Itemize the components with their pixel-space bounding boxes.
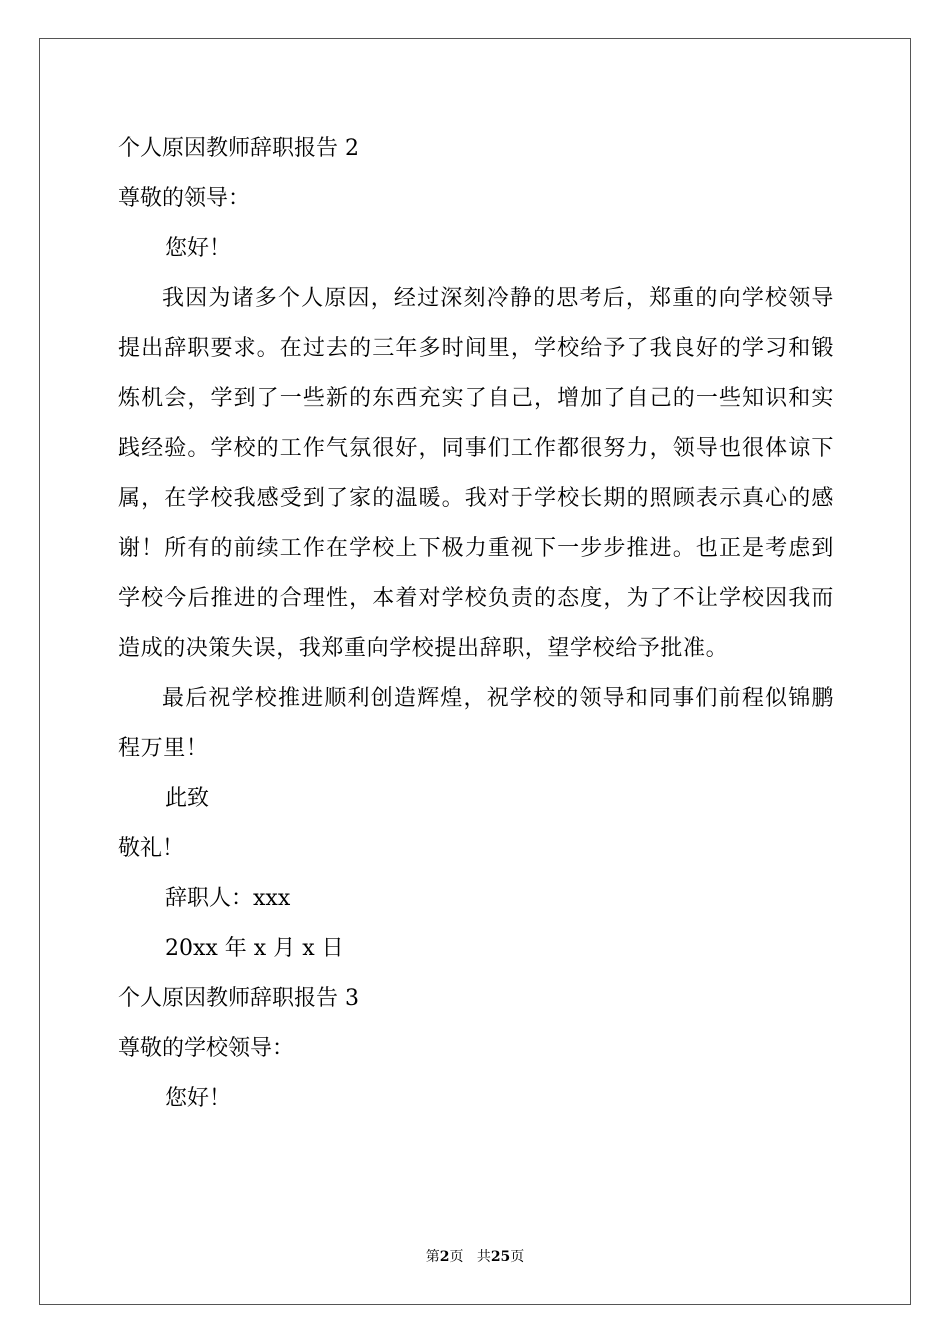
section-title-2: 个人原因教师辞职报告 2 xyxy=(118,136,359,161)
signature: 辞职人：xxx xyxy=(165,886,291,911)
salutation-3: 尊敬的学校领导： xyxy=(118,1036,295,1061)
total-prefix: 共 xyxy=(476,1249,491,1265)
date: 20xx 年 x 月 x 日 xyxy=(165,936,344,961)
page-footer xyxy=(0,1247,950,1267)
document-body xyxy=(118,124,834,1124)
body-paragraph-1: 我因为诸多个人原因，经过深刻冷静的思考后，郑重的向学校领导提出辞职要求。在过去的三年多时间里，学校给予了我良好的学习和锻炼机会，学到了一些新的东西充实了自己，增加了自己的一些知识和实践经验。学校的工作气氛很好，同事们工作都很努力，领导也很体谅下属，在学校我感受到了家的温暖。我对于学校长期的照顾表示真心的感谢！所有的前续工作在学校上下极力重视下一步步推进。也正是考虑到学校今后推进的合理性，本着对学校负责的态度，为了不让学校因我而造成的决策失误，我郑重向学校提出辞职，望学校给予批准。 xyxy=(118,286,834,661)
total-pages: 25 xyxy=(490,1249,511,1265)
section-title-3: 个人原因教师辞职报告 3 xyxy=(118,986,359,1011)
closing-ci-zhi: 此致 xyxy=(165,786,210,811)
closing-jing-li: 敬礼！ xyxy=(118,836,185,861)
body-paragraph-2: 最后祝学校推进顺利创造辉煌，祝学校的领导和同事们前程似锦鹏程万里！ xyxy=(118,686,834,761)
page-number: 2 xyxy=(439,1249,450,1265)
page-suffix: 页 xyxy=(449,1249,464,1265)
greeting-2: 您好！ xyxy=(165,236,232,261)
page-prefix: 第 xyxy=(425,1249,440,1265)
salutation-2: 尊敬的领导： xyxy=(118,186,251,211)
total-suffix: 页 xyxy=(510,1249,525,1265)
greeting-3: 您好！ xyxy=(165,1086,232,1111)
